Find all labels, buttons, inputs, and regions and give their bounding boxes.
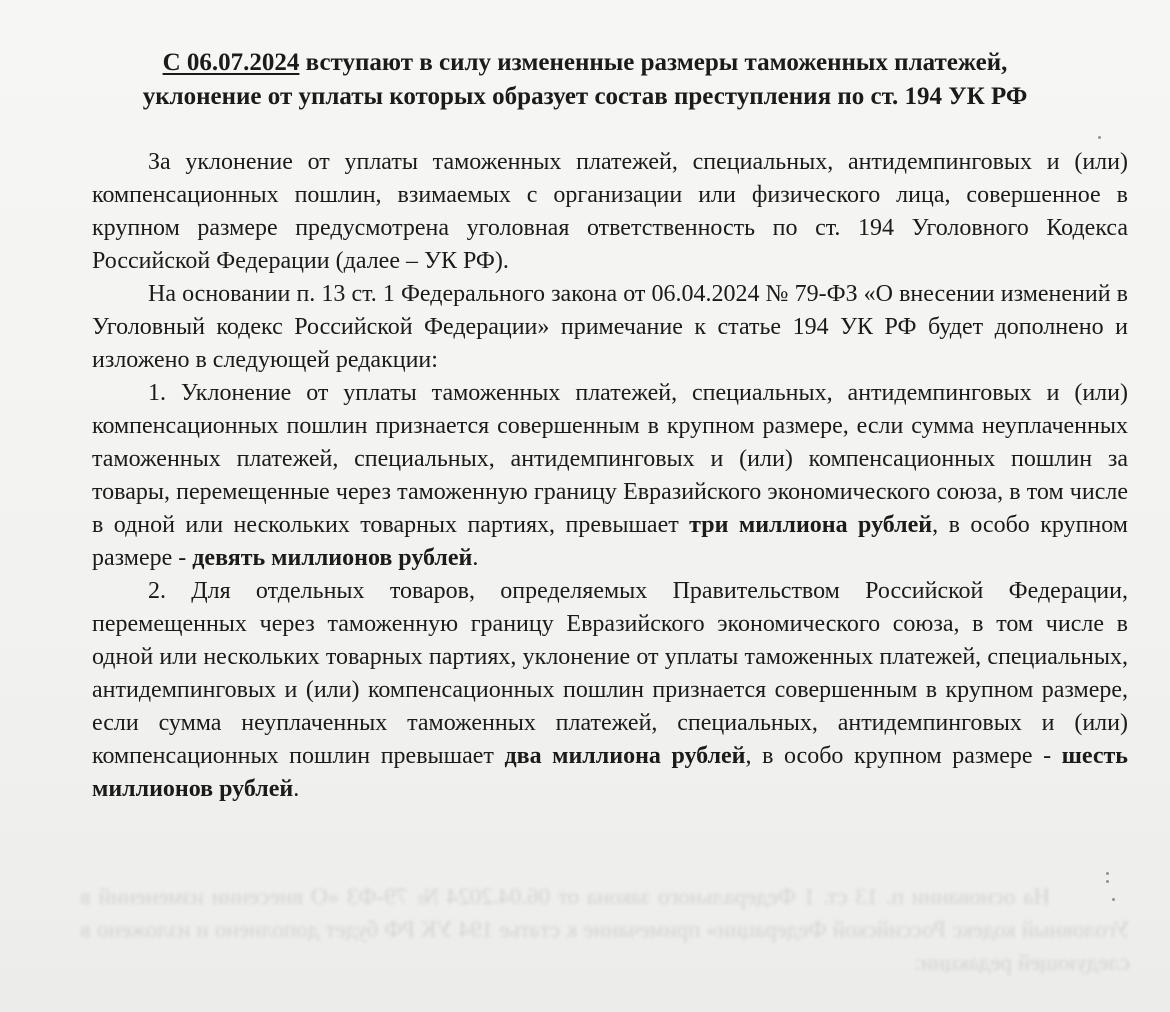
reverse-side-show-through [80,880,1130,979]
paragraph-liability: За уклонение от уплаты таможенных платежей, специальных, антидемпинговых и (или) компенсационных пошлин, взимаемых с организации или физического лица, совершенное в крупном размере предусмотрена уголовная ответственность по ст. 194 Уголовного Кодекса Российской Федерации (далее – УК РФ). [92,149,1128,274]
paper-speck [1106,872,1109,875]
document-body [92,146,1128,806]
title-line1-rest: вступают в силу измененные размеры таможенных платежей, [299,49,1008,76]
list-item-2 [92,575,1128,806]
title-line2: уклонение от уплаты которых образует состав преступления по ст. 194 УК РФ [142,83,1028,110]
item2-end: . [293,776,300,802]
item1-text: 1. Уклонение от уплаты таможенных платежей, специальных, антидемпинговых и (или) компенсационных пошлин признается совершенным в крупном размере, если сумма неуплаченных таможенных платежей, специальных, антидемпинговых и (или) компенсационных пошлин за товары, перемещенные через таможенную границу Евразийского экономического союза, в том числе в одной или нескольких товарных партиях, превышает [92,380,1128,538]
paper-speck [1098,136,1101,139]
list-item-1 [92,377,1128,575]
item2-extra-large-threshold: шесть миллионов рублей [92,743,1128,802]
item1-extra-large-threshold: девять миллионов рублей [192,545,473,571]
show-through-text: На основании п. 13 ст. 1 Федерального закона от 06.04.2024 № 79-ФЗ «О внесении изменений в Уголовный кодекс Российской Федерации» примечание к статье 194 УК РФ будет дополнено и изложено в следующей редакции: [80,884,1130,975]
paragraph-legal-basis: На основании п. 13 ст. 1 Федерального закона от 06.04.2024 № 79-ФЗ «О внесении изменений в Уголовный кодекс Российской Федерации» примечание к статье 194 УК РФ будет дополнено и изложено в следующей редакции: [92,281,1128,373]
document-title [60,46,1110,114]
paper-speck [1106,880,1109,883]
item2-mid: , в особо крупном размере - [745,743,1062,769]
item1-mid: , в особо крупном размере - [92,512,1128,571]
item2-text: 2. Для отдельных товаров, определяемых Правительством Российской Федерации, перемещенных через таможенную границу Евразийского экономического союза, в том числе в одной или нескольких товарных партиях, уклонение от уплаты таможенных платежей, специальных, антидемпинговых и (или) компенсационных пошлин признается совершенным в крупном размере, если сумма неуплаченных таможенных платежей, специальных, антидемпинговых и (или) компенсационных пошлин превышает [92,578,1128,769]
item1-large-threshold: три миллиона рублей [689,512,933,538]
paper-speck [1112,898,1115,901]
title-date: С 06.07.2024 [162,49,300,76]
item1-end: . [472,545,479,571]
item2-large-threshold: два миллиона рублей [504,743,746,769]
